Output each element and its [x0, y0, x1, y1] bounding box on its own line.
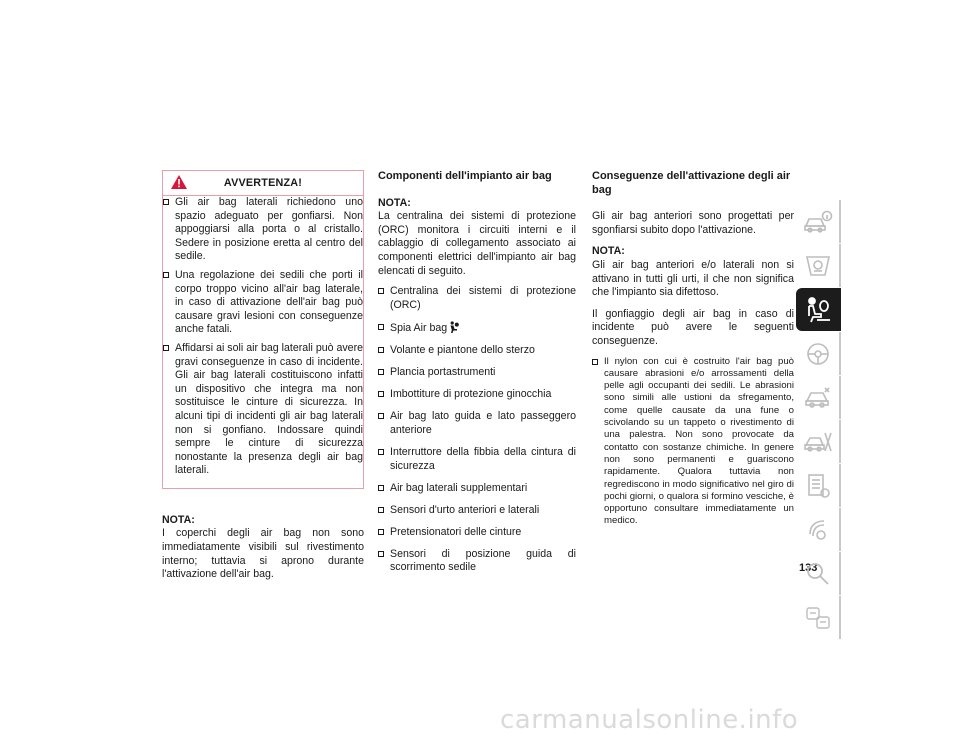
note-label: NOTA:	[592, 245, 625, 258]
multimedia-icon	[804, 516, 832, 544]
tab-multimedia[interactable]	[796, 508, 841, 551]
component-item: Imbottiture di protezione ginocchia	[378, 388, 576, 402]
watermark: carmanualsonline.info	[500, 705, 799, 735]
airbag-seat-icon	[803, 296, 833, 324]
consequences-paragraph: Il gonfiaggio degli air bag in caso di incidente può avere le seguenti conseguenze.	[592, 307, 794, 347]
left-column	[162, 170, 364, 582]
warning-list	[163, 196, 363, 478]
tab-dashboard-lights[interactable]	[796, 244, 841, 287]
car-info-icon	[803, 210, 833, 234]
note-label: NOTA:	[378, 196, 411, 209]
component-item: Volante e piantone dello sterzo	[378, 344, 576, 358]
tab-specifications[interactable]	[796, 464, 841, 507]
component-item: Sensori di posizione guida di scorrimento sedile	[378, 548, 576, 575]
component-item: Air bag laterali supplementari	[378, 482, 576, 496]
language-icon	[803, 604, 833, 632]
component-item-label: Spia Air bag	[390, 321, 448, 334]
consequences-intro: Gli air bag anteriori sono progettati per sgonfiarsi subito dopo l'attivazione.	[592, 210, 794, 236]
car-service-icon	[803, 429, 833, 455]
consequences-note-text: Gli air bag anteriori e/o laterali non si attivano in tutti gli urti, il che non significa che l'impianto sia difettoso.	[592, 258, 794, 299]
tab-search[interactable]	[796, 552, 841, 595]
warning-header	[163, 171, 363, 196]
dashboard-lights-icon	[803, 253, 833, 279]
warning-box	[162, 170, 364, 489]
warning-item: Una regolazione dei sedili che porti il corpo troppo vicino all'air bag laterale, in caso di attivazione dell'air bag può causare gravi lesioni con conseguenze anche fatali.	[163, 269, 363, 337]
component-item: Air bag lato guida e lato passeggero anteriore	[378, 410, 576, 437]
components-title: Componenti dell'impianto air bag	[378, 170, 552, 182]
airbag-warning-icon	[449, 321, 459, 333]
component-item: Sensori d'urto anteriori e laterali	[378, 504, 576, 518]
warning-item: Affidarsi ai soli air bag laterali può avere gravi conseguenze in caso di incidente. Gli air bag laterali costituiscono infatti un dispositivo che integra ma non sostituisce le cinture di sicurezza. In alcuni tipi di incidenti gli air bag laterali non si gonfiano. Indossare quindi sempre le cinture di sicurezza nonostante la presenza degli air bag laterali.	[163, 342, 363, 478]
note-label: NOTA:	[162, 513, 195, 526]
component-item: Plancia portastrumenti	[378, 366, 576, 380]
consequences-list	[592, 356, 794, 528]
consequences-note	[592, 245, 794, 299]
page-number: 133	[799, 562, 818, 574]
note-covers	[162, 514, 364, 582]
note-text: I coperchi degli air bag non sono immediatamente visibili sul rivestimento interno; tuttavia si aprono durante l'attivazione dell'air bag.	[162, 527, 364, 581]
chapter-tab-rail	[796, 200, 841, 640]
components-list	[378, 285, 576, 575]
tab-steering-wheel[interactable]	[796, 332, 841, 375]
right-column	[592, 170, 794, 528]
search-icon	[804, 560, 832, 588]
warning-item: Gli air bag laterali richiedono uno spazio adeguato per gonfiarsi. Non appoggiarsi alla porta o al cristallo. Sedere in posizione eretta al centro del sedile.	[163, 196, 363, 264]
component-item: Pretensionatori delle cinture	[378, 526, 576, 540]
warning-triangle-icon	[171, 175, 187, 189]
consequences-title: Conseguenze dell'attivazione degli air bag	[592, 170, 791, 196]
consequence-item: Il nylon con cui è costruito l'air bag può causare abrasioni e/o arrossamenti della pelle agli occupanti dei sedili. Le abrasioni sono simili alle ustioni da sfregamento, come quelle causate da una fune o scivolando su un tappeto o rivestimento di una palestra. Non sono provocate da contatto con sostanze chimiche. In genere non sono permanenti e guariscono rapidamente. Qualora tuttavia non regrediscono in modo significativo nel giro di pochi giorni, o qualora si formino vesciche, è opportuno consultare immediatamente un medico.	[592, 356, 794, 528]
middle-column	[378, 170, 576, 584]
specifications-list-icon	[804, 472, 832, 500]
components-note-text: La centralina dei sistemi di protezione (ORC) monitora i circuiti interni e il cablaggio di collegamento associato ai componenti elettrici dell'impianto air bag elencati di seguito.	[378, 210, 576, 277]
tab-car-service[interactable]	[796, 420, 841, 463]
tab-airbag-seat[interactable]	[796, 288, 841, 331]
steering-wheel-icon	[804, 340, 832, 368]
tab-language[interactable]	[796, 596, 841, 639]
warning-title: AVVERTENZA!	[223, 177, 303, 189]
component-item: Centralina dei sistemi di protezione (ORC)	[378, 285, 576, 312]
component-item: Interruttore della fibbia della cintura di sicurezza	[378, 446, 576, 473]
component-item	[378, 321, 576, 336]
tab-car-crash[interactable]	[796, 376, 841, 419]
car-crash-icon	[803, 385, 833, 411]
tab-car-info[interactable]	[796, 200, 841, 243]
